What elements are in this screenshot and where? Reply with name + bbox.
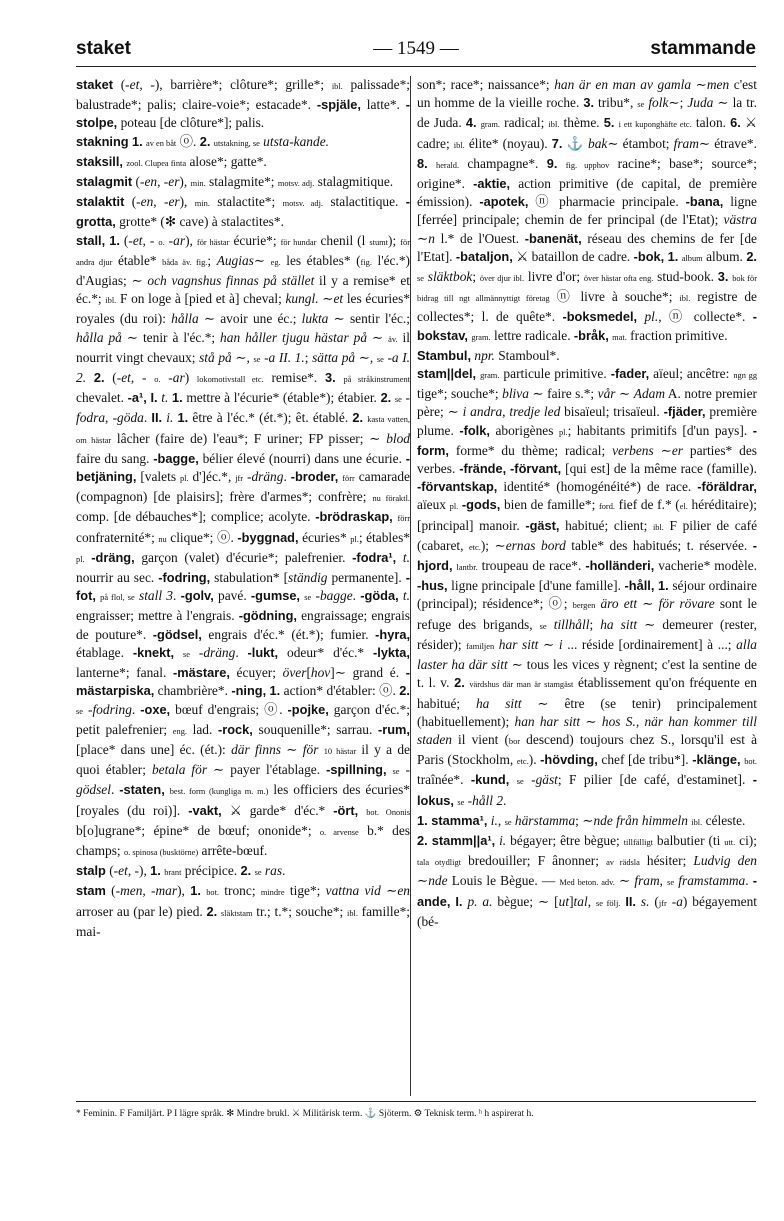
column-divider xyxy=(410,76,411,1096)
right-column xyxy=(417,76,757,1096)
dictionary-entry: stam||del, gram. particule primitive. -fader, aïeul; ancêtre: ngn gg tige*; souche*; bliva ∼ faire s.*; vår ∼ Adam A. notre premier père; ∼ i andra, tredje led bisaïeul; trisaïeul. -fjäder, première plume. -folk, aborigènes pl.; habitants primitifs [d'un pays]. -form, forme* du thème; radical; verbens ∼er parties* des verbes. -frände, -förvant, [qui est] de la même race (famille). -förvantskap, identité* (homogénéité*) de race. -föräldrar, aïeux pl. -gods, bien de famille*; ford. fief de f.* (el. héréditaire); [principal] manoir. -gäst, habitué; client; ibl. F pilier de café (cabaret, etc.); ∼ernas bord table* des habitués; t. réservée. -hjord, lantbr. troupeau de race*. -holländeri, vacherie* modèle. -hus, ligne principale [d'une famille]. -håll, 1. séjour ordinaire (principal); résidence*; ⓞ; bergen äro ett ∼ för rövare sont le refuge des brigands, se tillhåll; ha sitt ∼ demeurer (rester, résider); familjen har sitt ∼ i ... réside [ordinairement] à ...; alla laster ha där sitt ∼ tous les vices y règnent; c'est la sentine de t. l. v. 2. värdshus där man är stamgäst établissement qu'on fréquente en habitué; ha sitt ∼ être (se tenir) principalement (habituellement); han har sitt ∼ hos S., när han kommer till staden il vient (bor descend) toujours chez S., lorsqu'il est à Paris (Stockholm, etc.). -hövding, chef [de tribu*]. -klänge, bot. traînée*. -kund, se -gäst; F pilier [de café, d'estaminet]. -lokus, se -håll 2. xyxy=(417,366,757,808)
guide-word-left: staket xyxy=(76,38,131,59)
guide-word-right: stammande xyxy=(650,38,756,59)
dictionary-entry: stall, 1. (-et, - o. -ar), för hästar écurie*; för hundar chenil (l stumt); för andra djur étable* båda äv. fig.; Augias∼ eg. les étables* (fig. l'éc.*) d'Augias; ∼ och vagnshus finnas på stället il y a remise* et éc.*; ibl. F on loge à [pied et à] cheval; kungl. ∼et les écuries* royales (du roi): hålla ∼ avoir une éc.; lukta ∼ sentir l'éc.; hålla på ∼ tenir à l'éc.*; han håller tjugu hästar på ∼ äv. il nourrit vingt chevaux; stå på ∼, se -a II. 1.; sätta på ∼, se -a I. 2. 2. (-et, - o. -ar) lokomotivstall etc. remise*. 3. på stråkinstrument chevalet. -a¹, I. t. 1. mettre à l'écurie* (étable*); étabier. 2. se -fodra, -göda. II. i. 1. être à l'éc.* (ét.*); êt. établé. 2. kasta vatten, om hästar lâcher (faire de) l'eau*; F uriner; FP pisser; ∼ blod faire du sang. -bagge, bélier élevé (nourri) dans une écurie. -betjäning, [valets pl. d']éc.*, jfr -dräng. -broder, förr camarade (compagnon) [de plaisirs]; frère d'armes*; confrère; nu föraktl. comp. [de débauches*]; complice; acolyte. -brödraskap, förr confraternité*; nu clique*; ⓞ. -byggnad, écuries* pl.; étables* pl. -dräng, garçon (valet) d'écurie*; palefrenier. -fodra¹, t. nourrir au sec. -fodring, stabulation* [ständig permanente]. -fot, på flol, se stall 3. -golv, pavé. -gumse, se -bagge. -göda, t. engraisser; mettre à l'engrais. -gödning, engraissage; engrais de pouture*. -gödsel, engrais d'éc.* (ét.*); fumier. -hyra, établage. -knekt, se -dräng. -lukt, odeur* d'éc.* -lykta, lanterne*; fanal. -mästare, écuyer; över[hov]∼ grand é. -mästarpiska, chambrière*. -ning, 1. action* d'établer: ⓞ. 2. se -fodring. -oxe, bœuf d'engrais; ⓞ. -pojke, garçon d'éc.*; petit palefrenier; eng. lad. -rock, souquenille*; sarrau. -rum, [place* dans une] éc. (ét.): där finns ∼ för 10 hästar il y a de quoi établer; betala för ∼ payer l'établage. -spillning, se -gödsel. -staten, best. form (kungliga m. m.) les officiers des écuries* [royales (du roi)]. -vakt, ⚔ garde* d'éc.* -ört, bot. Ononis b[o]ugrane*; épine* de bœuf; ononide*; o. arvense b.* des champs; o. spinosa (busktörne) arrête-bœuf. xyxy=(76,232,410,858)
page-number: — 1549 — xyxy=(373,38,459,59)
dictionary-entry: son*; race*; naissance*; han är en man av gamla ∼men c'est un homme de la vieille roche. 3. tribu*, se folk∼; Juda ∼ la tr. de Juda. 4. gram. radical; ibl. thème. 5. i ett kuponghäfte etc. talon. 6. ⚔ cadre; ibl. élite* (noyau). 7. ⚓ bak∼ étambot; fram∼ étrave*. 8. herald. champagne*. 9. fig. upphov racine*; base*; source*; origine*. -aktie, action primitive (de capital, de première émission). -apotek, ⓝ pharmacie principale. -bana, ligne [ferrée] principale; chemin de fer principal (de l'Etat); västra ∼n l.* de l'Ouest. -banenät, réseau des chemins de fer [de l'Etat]. -bataljon, ⚔ bataillon de cadre. -bok, 1. album album. 2. se släktbok; över djur ibl. livre d'or; över hästar ofta eng. stud-book. 3. bok för bidrag till ngt allmännyttigt företag ⓝ livre à souche*; ibl. registre de collectes*; l. de quête*. -boksmedel, pl., ⓝ collecte*. -bokstav, gram. lettre radicale. -bråk, mat. fraction primitive. xyxy=(417,77,757,343)
dictionary-entry: stam (-men, -mar), 1. bot. tronc; mindre tige*; vattna vid ∼en arroser au (par le) pied. 2. släktstam tr.; t.*; souche*; ibl. famille*; mai- xyxy=(76,883,410,939)
dictionary-entry: stalagmit (-en, -er), min. stalagmite*; motsv. adj. stalagmitique. xyxy=(76,174,394,190)
dictionary-entry: stakning 1. av en båt ⓞ. 2. utstakning, se utsta-kande. xyxy=(76,133,329,149)
header-rule xyxy=(76,66,756,67)
dictionary-entry: staket (-et, -), barrière*; clôture*; grille*; ibl. palissade*; balustrade*; palis; claire-voie*; estacade*. -spjäle, latte*. -stolpe, poteau [de clôture*]; palis. xyxy=(76,77,410,131)
footnote-rule xyxy=(76,1101,756,1102)
left-column xyxy=(76,76,410,1096)
dictionary-entry: 2. stamm||a¹, i. bégayer; être bègue; tillfälligt balbutier (ti utt. ci); tala otydligt bredouiller; F ânonner; av rädsla hésiter; Ludvig den ∼nde Louis le Bègue. — Med beton. adv. ∼ fram, se framstamma. -ande, I. p. a. bègue; ∼ [ut]tal, se följ. II. s. (jfr -a) bégayement (bé- xyxy=(417,832,757,929)
dictionary-entry: 1. stamma¹, i., se härstamma; ∼nde från himmeln ibl. céleste. xyxy=(417,812,746,828)
dictionary-entry: stalaktit (-en, -er), min. stalactite*; motsv. adj. stalactitique. -grotta, grotte* (✻ cave) à stalactites*. xyxy=(76,194,410,230)
footnote-legend: * Feminin. F Familjärt. P I lägre språk. ✻ Mindre brukl. ⚔ Militärisk term. ⚓ Sjöterm. ⚙ Teknisk term. ʰ h aspirerat h. xyxy=(76,1109,534,1119)
dictionary-entry: stalp (-et, -), 1. brant précipice. 2. se ras. xyxy=(76,863,286,879)
page-header xyxy=(76,38,756,68)
dictionary-entry: staksill, zool. Clupea finta alose*; gatte*. xyxy=(76,153,267,169)
dictionary-entry: Stambul, npr. Stamboul*. xyxy=(417,347,560,363)
